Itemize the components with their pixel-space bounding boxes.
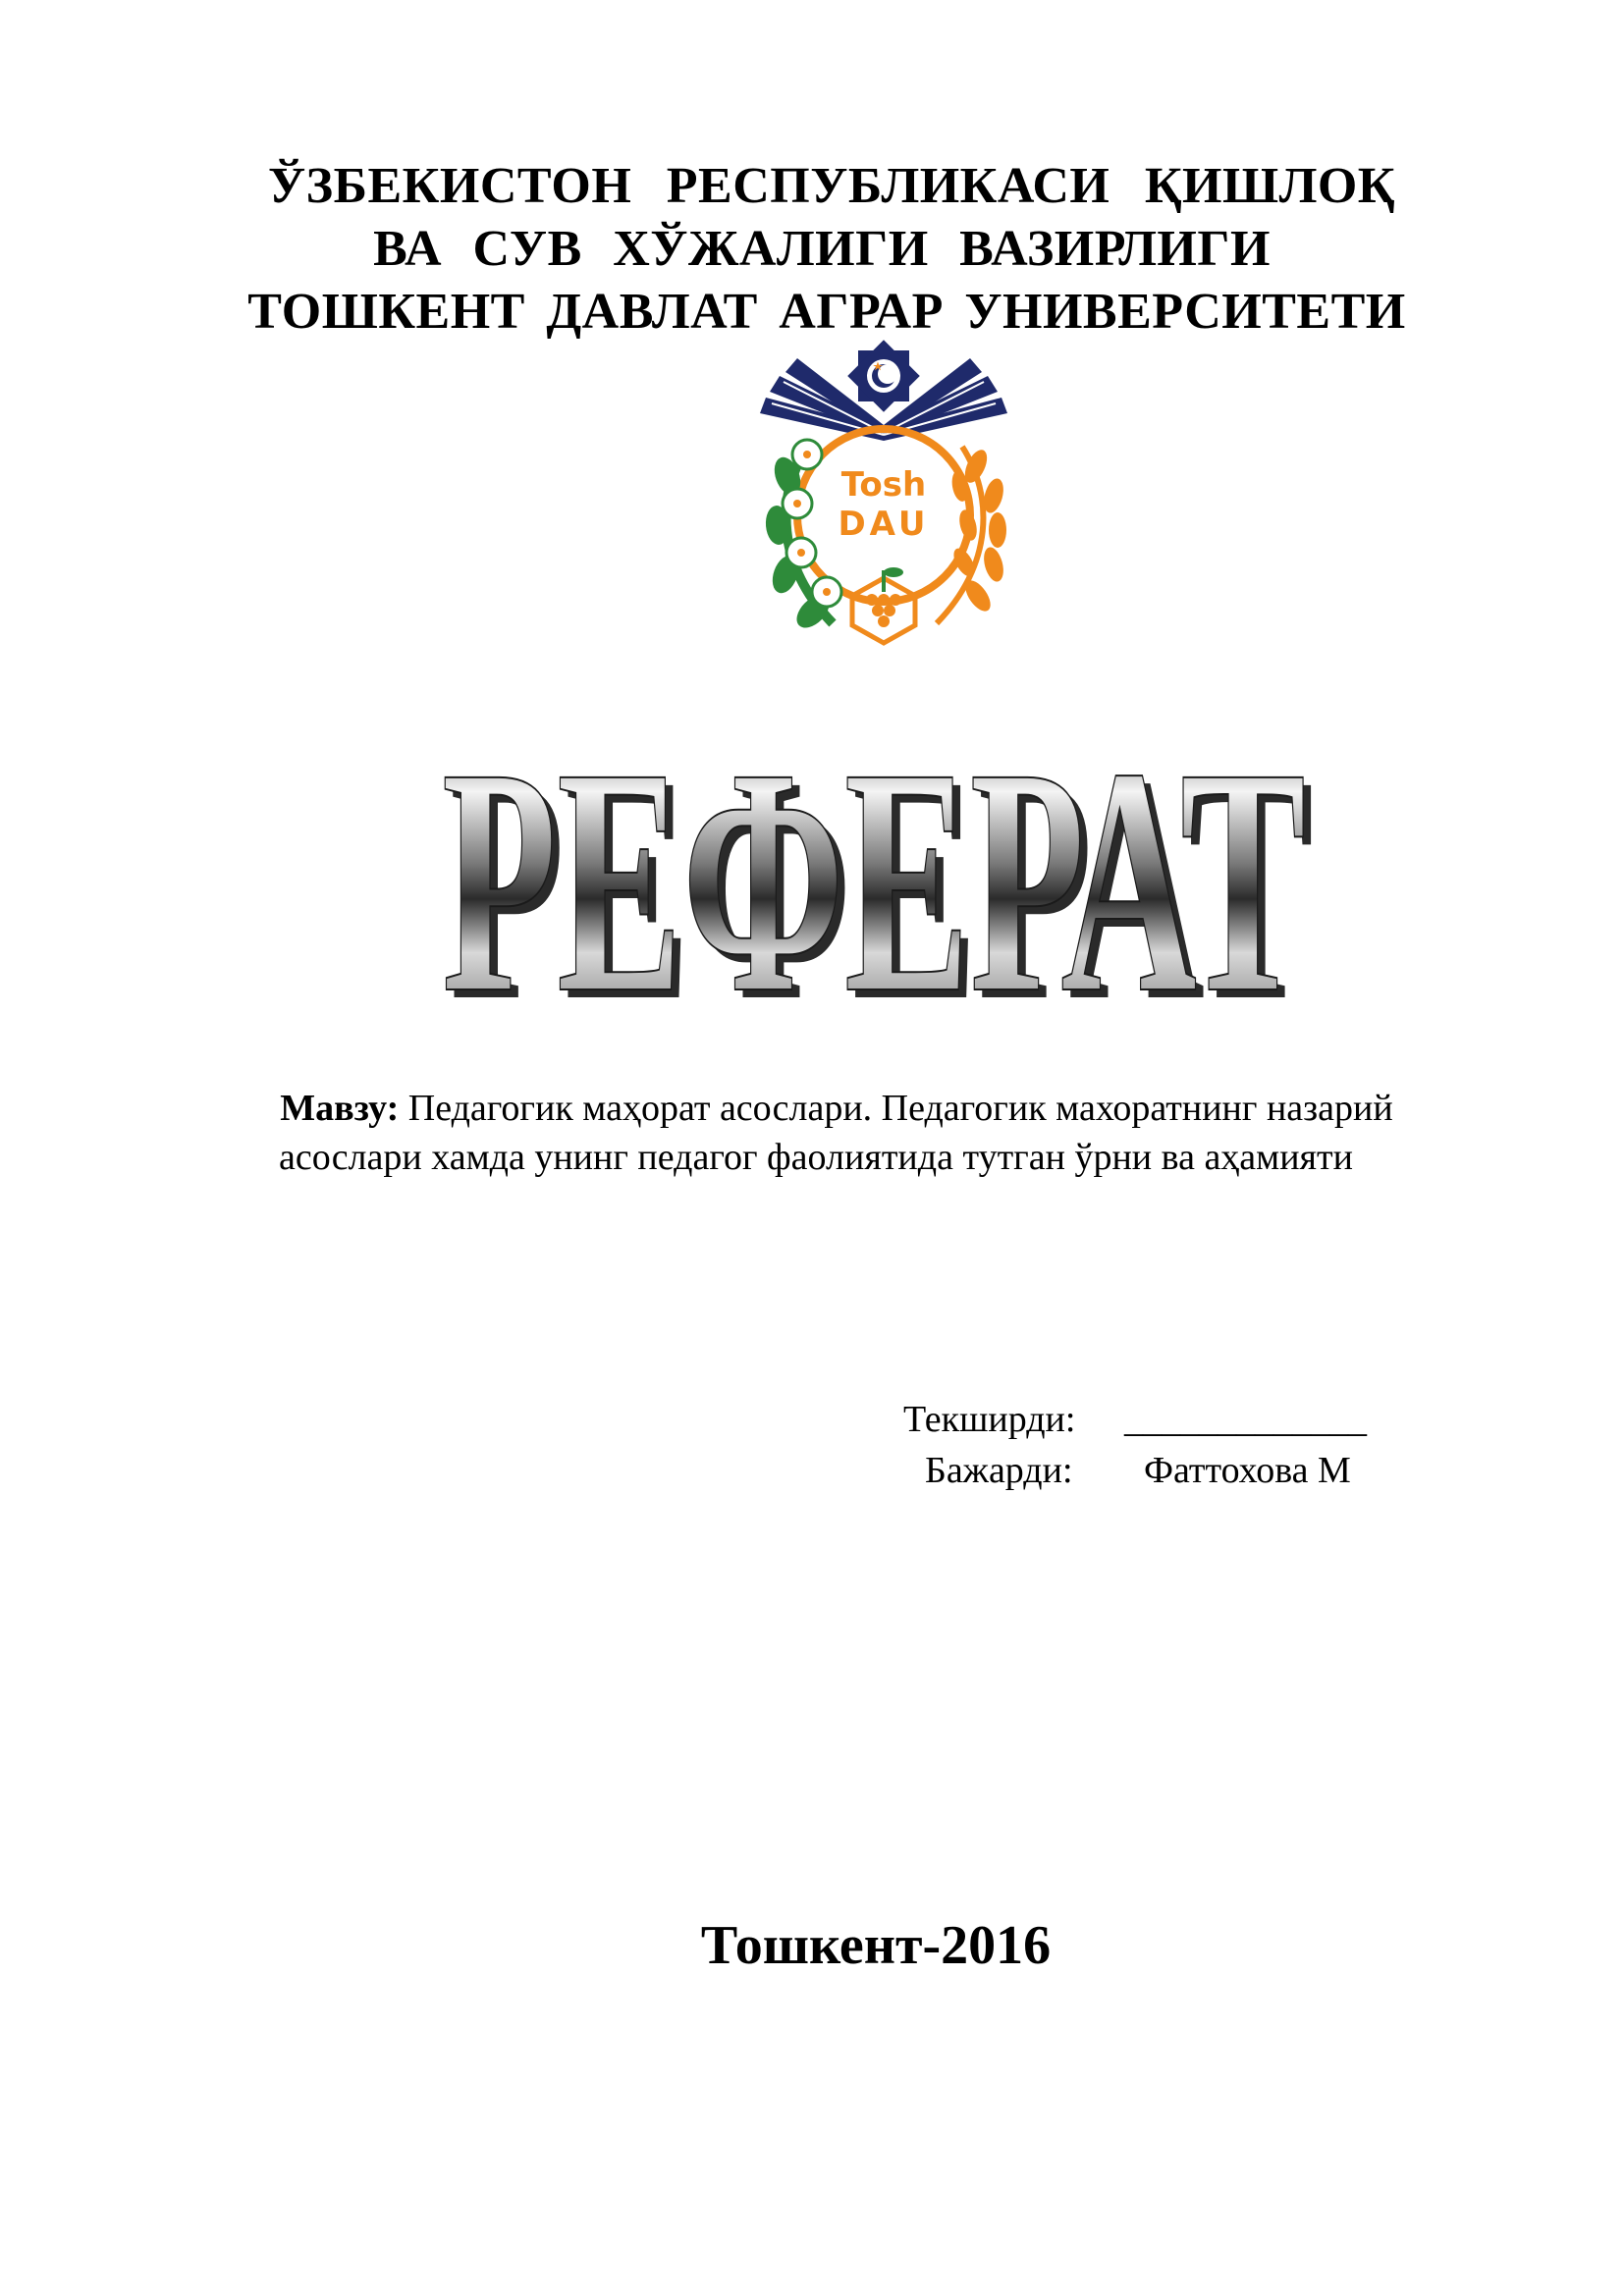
topic-line-2: асослари хамда унинг педагог фаолиятида тутган ўрни ва аҳамияти bbox=[279, 1137, 1353, 1178]
header-line-2: ВА СУВ ХЎЖАЛИГИ ВАЗИРЛИГИ bbox=[373, 221, 1271, 277]
done-by-value: Фаттохова М bbox=[1144, 1450, 1351, 1491]
header-line-1: ЎЗБЕКИСТОН РЕСПУБЛИКАСИ ҚИШЛОҚ bbox=[268, 158, 1395, 214]
city-year: Тошкент-2016 bbox=[700, 1915, 1052, 1976]
topic-label: Мавзу: bbox=[280, 1088, 400, 1129]
document-title-shadow: РЕФЕРАТ bbox=[450, 710, 1314, 1021]
logo-text-bottom: DAU bbox=[838, 505, 930, 544]
header-line-3: ТОШКЕНТ ДАВЛАТ АГРАР УНИВЕРСИТЕТИ bbox=[247, 284, 1406, 340]
checked-by-value: _____________ bbox=[1124, 1399, 1367, 1440]
topic-line-1-text: Педагогик маҳорат асослари. Педагогик махоратнинг назарий bbox=[399, 1088, 1393, 1129]
ministry-header bbox=[0, 155, 1624, 344]
checked-by-label: Текширди: bbox=[903, 1399, 1076, 1440]
document-title bbox=[412, 707, 1335, 1021]
done-by-label: Бажарди: bbox=[925, 1450, 1073, 1491]
university-logo bbox=[736, 339, 1031, 653]
topic-block bbox=[0, 1084, 1624, 1182]
document-title-text: РЕФЕРАТ bbox=[442, 707, 1306, 1021]
logo-text-top: Tosh bbox=[840, 465, 927, 505]
topic-line-1 bbox=[0, 1084, 1624, 1133]
